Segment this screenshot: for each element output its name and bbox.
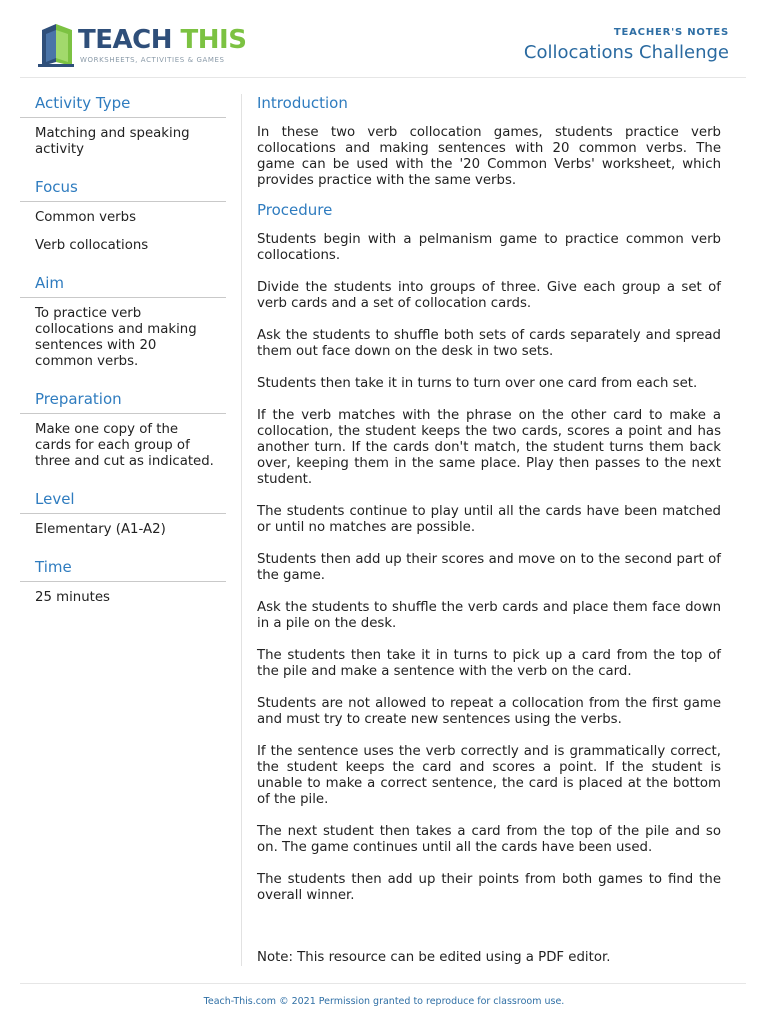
procedure-step: If the sentence uses the verb correctly and is grammatically correct, the student keeps the card and scores a point. If the student is unable to make a correct sentence, the card is placed at the bottom of the pile.: [257, 744, 721, 807]
procedure-step: The students continue to play until all the cards have been matched or until no matches are possible.: [257, 504, 721, 535]
sidebar-heading: Preparation: [20, 390, 226, 414]
logo-tagline: WORKSHEETS, ACTIVITIES & GAMES: [80, 56, 225, 64]
sidebar-text: Make one copy of the cards for each group of three and cut as indicated.: [35, 422, 214, 469]
procedure-step: The next student then takes a card from the top of the pile and so on. The game continues until all the cards have been used.: [257, 824, 721, 855]
footer-divider: [20, 983, 746, 984]
sidebar-text: Matching and speaking activity: [35, 126, 190, 157]
teach-this-logo[interactable]: [36, 22, 246, 70]
sidebar-section-aim: [20, 274, 226, 370]
procedure-step: Ask the students to shuffle the verb cards and place them face down in a pile on the desk.: [257, 600, 721, 631]
logo-word-teach: TEACH: [78, 25, 172, 55]
logo-word-this: THIS: [180, 25, 247, 55]
procedure-heading: Procedure: [257, 201, 333, 219]
sidebar-heading: Focus: [20, 178, 226, 202]
page-title: Collocations Challenge: [523, 42, 729, 63]
introduction-paragraph: In these two verb collocation games, students practice verb collocations and making sentences with 20 common verbs. The game can be used with the '20 Common Verbs' worksheet, which provides practice with the same verbs.: [257, 125, 721, 188]
sidebar-heading: Time: [20, 558, 226, 582]
footer-copyright[interactable]: Teach-This.com © 2021 Permission granted to reproduce for classroom use.: [203, 996, 565, 1007]
header-title-block: [524, 27, 729, 63]
procedure-step: Ask the students to shuffle both sets of cards separately and spread them out face down on the desk in two sets.: [257, 328, 721, 359]
sidebar-heading: Level: [20, 490, 226, 514]
procedure-step: The students then add up their points from both games to find the overall winner.: [257, 872, 721, 903]
sidebar-text: 25 minutes: [35, 590, 110, 605]
introduction-heading: Introduction: [257, 94, 348, 112]
sidebar-heading: Aim: [20, 274, 226, 298]
procedure-step: Divide the students into groups of three. Give each group a set of verb cards and a set of collocation cards.: [257, 280, 721, 311]
sidebar-section-activity-type: [20, 94, 226, 158]
procedure-step: Students are not allowed to repeat a collocation from the first game and must try to create new sentences using the verbs.: [257, 696, 721, 727]
column-divider: [241, 94, 242, 966]
procedure-step: If the verb matches with the phrase on the other card to make a collocation, the student keeps the two cards, scores a point and has another turn. If the cards don't match, the student turns them back over, keeping them in the same place. Play then passes to the next student.: [257, 408, 721, 487]
procedure-step: Students begin with a pelmanism game to practice common verb collocations.: [257, 232, 721, 263]
page-header: [20, 0, 746, 78]
sidebar-heading: Activity Type: [20, 94, 226, 118]
procedure-step: The students then take it in turns to pick up a card from the top of the pile and make a sentence with the verb on the card.: [257, 648, 721, 679]
teachers-notes-label: TEACHER'S NOTES: [613, 27, 729, 38]
sidebar-section-level: [20, 490, 226, 538]
book-logo-icon: [36, 22, 76, 68]
sidebar-text: To practice verb collocations and making sentences with 20 common verbs.: [35, 306, 197, 369]
sidebar-section-time: [20, 558, 226, 606]
sidebar-text: Elementary (A1-A2): [35, 522, 166, 537]
procedure-step: Students then add up their scores and move on to the second part of the game.: [257, 552, 721, 583]
sidebar-text: Common verbs: [35, 210, 136, 225]
main-content: [257, 94, 721, 920]
sidebar-text: Verb collocations: [35, 238, 149, 253]
sidebar-section-focus: [20, 178, 226, 254]
pdf-editor-note: Note: This resource can be edited using a PDF editor.: [257, 950, 611, 965]
sidebar: [20, 94, 226, 626]
logo-wordmark: [78, 25, 246, 55]
procedure-step: Students then take it in turns to turn over one card from each set.: [257, 376, 698, 391]
sidebar-section-preparation: [20, 390, 226, 470]
